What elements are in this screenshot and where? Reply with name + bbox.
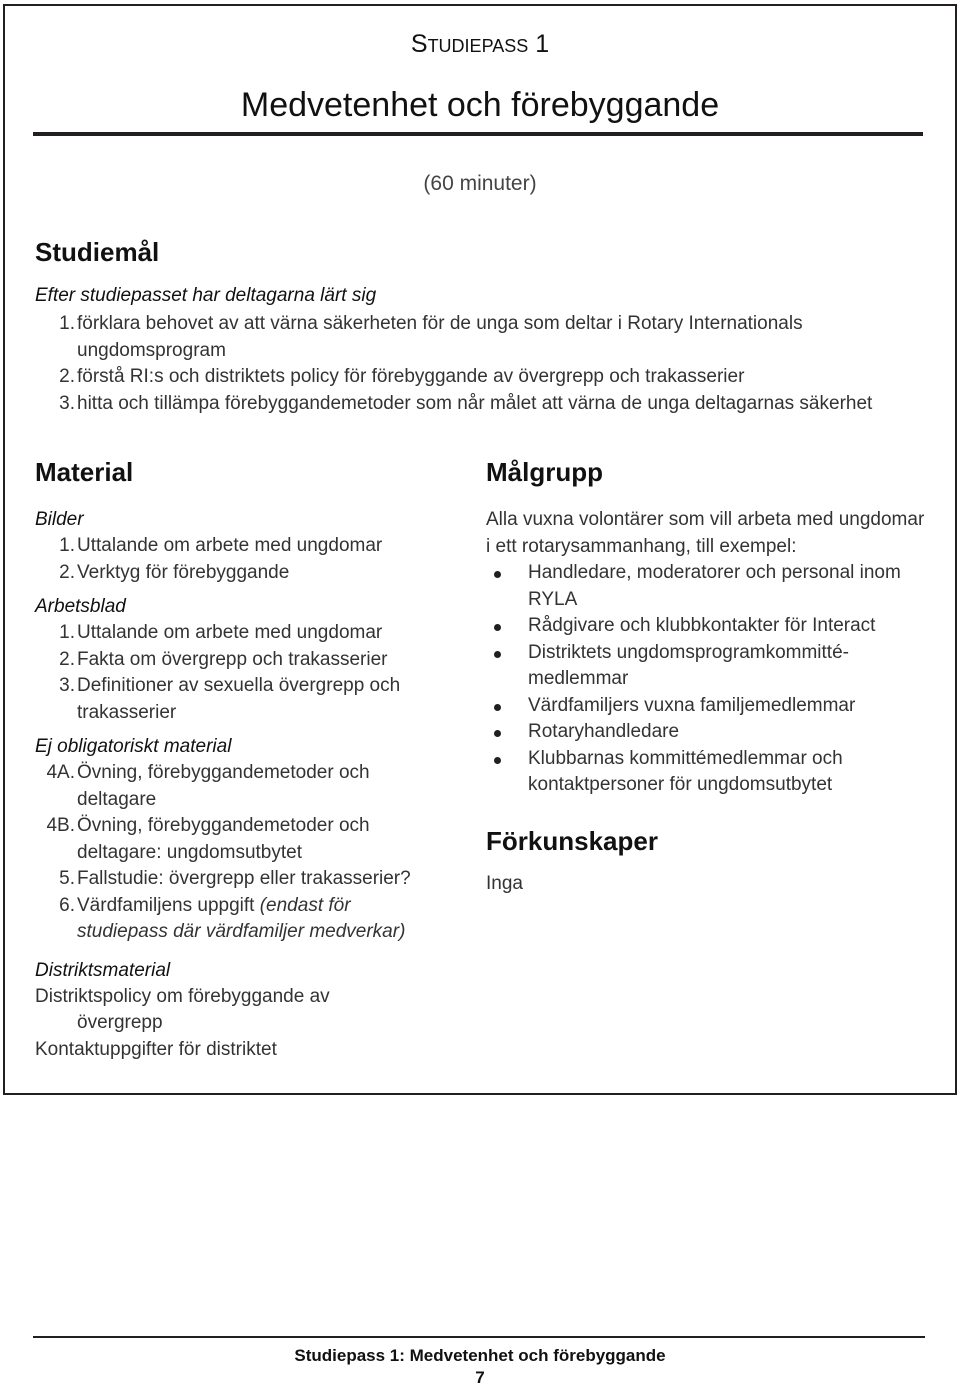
- goals-intro: Efter studiepasset har deltagarna lärt sig: [35, 285, 377, 306]
- item-number: 4B.: [46, 815, 75, 836]
- title-rule: [33, 132, 923, 136]
- item-number: 1.: [59, 535, 75, 556]
- item-text: Uttalande om arbete med ungdomar: [77, 622, 383, 643]
- audience-heading: Målgrupp: [486, 457, 603, 487]
- footer-rule: [33, 1336, 925, 1338]
- item-text: Fakta om övergrepp och trakasserier: [77, 648, 388, 670]
- bullet-text: Rotaryhandledare: [528, 721, 680, 742]
- item-number: 2.: [59, 648, 75, 670]
- item-text: Verktyg för förebyggande: [77, 561, 290, 583]
- material-item: [35, 760, 455, 813]
- audience-bullet: [486, 693, 936, 720]
- prerequisites-heading: Förkunskaper: [486, 825, 658, 856]
- item-text: [35, 813, 407, 866]
- duration: (60 minuter): [423, 172, 537, 195]
- district-item: Distriktspolicy om förebyggande av övergrepp: [35, 985, 330, 1033]
- audience-bullet: [486, 746, 928, 799]
- district-item: Kontaktuppgifter för distriktet: [35, 1038, 277, 1060]
- bullet-icon: [494, 704, 501, 711]
- prerequisites-text: Inga: [486, 872, 523, 894]
- audience-section: [486, 457, 936, 897]
- material-section: [35, 457, 455, 1063]
- bullet-icon: [494, 651, 501, 658]
- bullet-text: Klubbarnas kommittémedlemmar och kontaktpersoner för ungdomsutbytet: [528, 747, 843, 795]
- page-title: Medvetenhet och förebyggande: [240, 86, 720, 124]
- pictures-label: Bilder: [35, 509, 84, 530]
- audience-intro: Alla vuxna volontärer som vill arbeta med ungdomar i ett rotarysammanhang, till exempel:: [486, 509, 925, 557]
- bullet-text: Distriktets ungdomsprogramkommittémedlemmar: [528, 641, 849, 689]
- material-item: [35, 647, 455, 674]
- item-number: 2.: [59, 561, 75, 583]
- item-note: (endast för studiepass där värdfamiljer medverkar): [77, 894, 406, 942]
- page-number: 7: [475, 1368, 485, 1387]
- goal-number: 1.: [59, 313, 75, 334]
- material-item: [35, 560, 455, 587]
- material-item: [35, 813, 455, 866]
- bullet-icon: [494, 571, 501, 578]
- item-number: 6.: [59, 894, 75, 916]
- goal-number: 3.: [59, 392, 75, 414]
- goal-item: [35, 311, 915, 364]
- material-item: [35, 533, 455, 560]
- bullet-text: Handledare, moderatorer och personal inom RYLA: [528, 562, 901, 610]
- bullet-icon: [494, 757, 501, 764]
- audience-bullet: [486, 640, 928, 693]
- worksheets-label: Arbetsblad: [35, 596, 126, 617]
- goal-text: hitta och tillämpa förebyggandemetoder som når målet att värna de unga deltagarnas säkerhet: [77, 392, 873, 414]
- item-text: [35, 866, 455, 893]
- item-text: Uttalande om arbete med ungdomar: [77, 535, 383, 556]
- item-main-text: Fallstudie: övergrepp eller trakasserier?: [77, 868, 411, 889]
- bullet-text: Rådgivare och klubbkontakter för Interact: [528, 615, 876, 636]
- item-number: 3.: [59, 675, 75, 696]
- optional-label: Ej obligatoriskt material: [35, 736, 232, 757]
- goals-section: [35, 237, 915, 417]
- material-heading: Material: [35, 457, 134, 487]
- item-main-text: Övning, förebyggandemetoder och deltagare: [77, 762, 370, 810]
- bullet-icon: [494, 730, 501, 737]
- bullet-text: Värdfamiljers vuxna familjemedlemmar: [528, 694, 856, 716]
- goal-text: förstå RI:s och distriktets policy för förebyggande av övergrepp och trakasserier: [77, 366, 745, 387]
- audience-bullet: [486, 719, 936, 746]
- bullet-icon: [494, 624, 501, 631]
- goal-text: förklara behovet av att värna säkerheten för de unga som deltar i Rotary Internationals ungdomsprogram: [77, 313, 803, 361]
- goal-item: [35, 364, 915, 391]
- material-item: [35, 893, 455, 946]
- item-main-text: Värdfamiljens uppgift: [77, 894, 260, 916]
- item-text: Definitioner av sexuella övergrepp och trakasserier: [77, 675, 401, 723]
- item-number: 5.: [59, 868, 75, 889]
- audience-bullet: [486, 613, 936, 640]
- goal-item: [35, 391, 915, 418]
- item-number: 4A.: [46, 762, 75, 783]
- material-item: [35, 673, 455, 726]
- item-number: 1.: [59, 622, 75, 643]
- footer-title: Studiepass 1: Medvetenhet och förebyggande: [294, 1346, 666, 1365]
- item-text: [35, 893, 437, 946]
- audience-bullet: [486, 560, 908, 613]
- material-item: [35, 866, 455, 893]
- item-main-text: Övning, förebyggandemetoder och deltagare: ungdomsutbytet: [77, 815, 370, 863]
- goals-heading: Studiemål: [35, 237, 160, 267]
- material-item: [35, 620, 455, 647]
- session-kicker: Studiepass 1: [410, 30, 550, 58]
- goal-number: 2.: [59, 366, 75, 387]
- district-label: Distriktsmaterial: [35, 959, 171, 981]
- item-text: [35, 760, 407, 813]
